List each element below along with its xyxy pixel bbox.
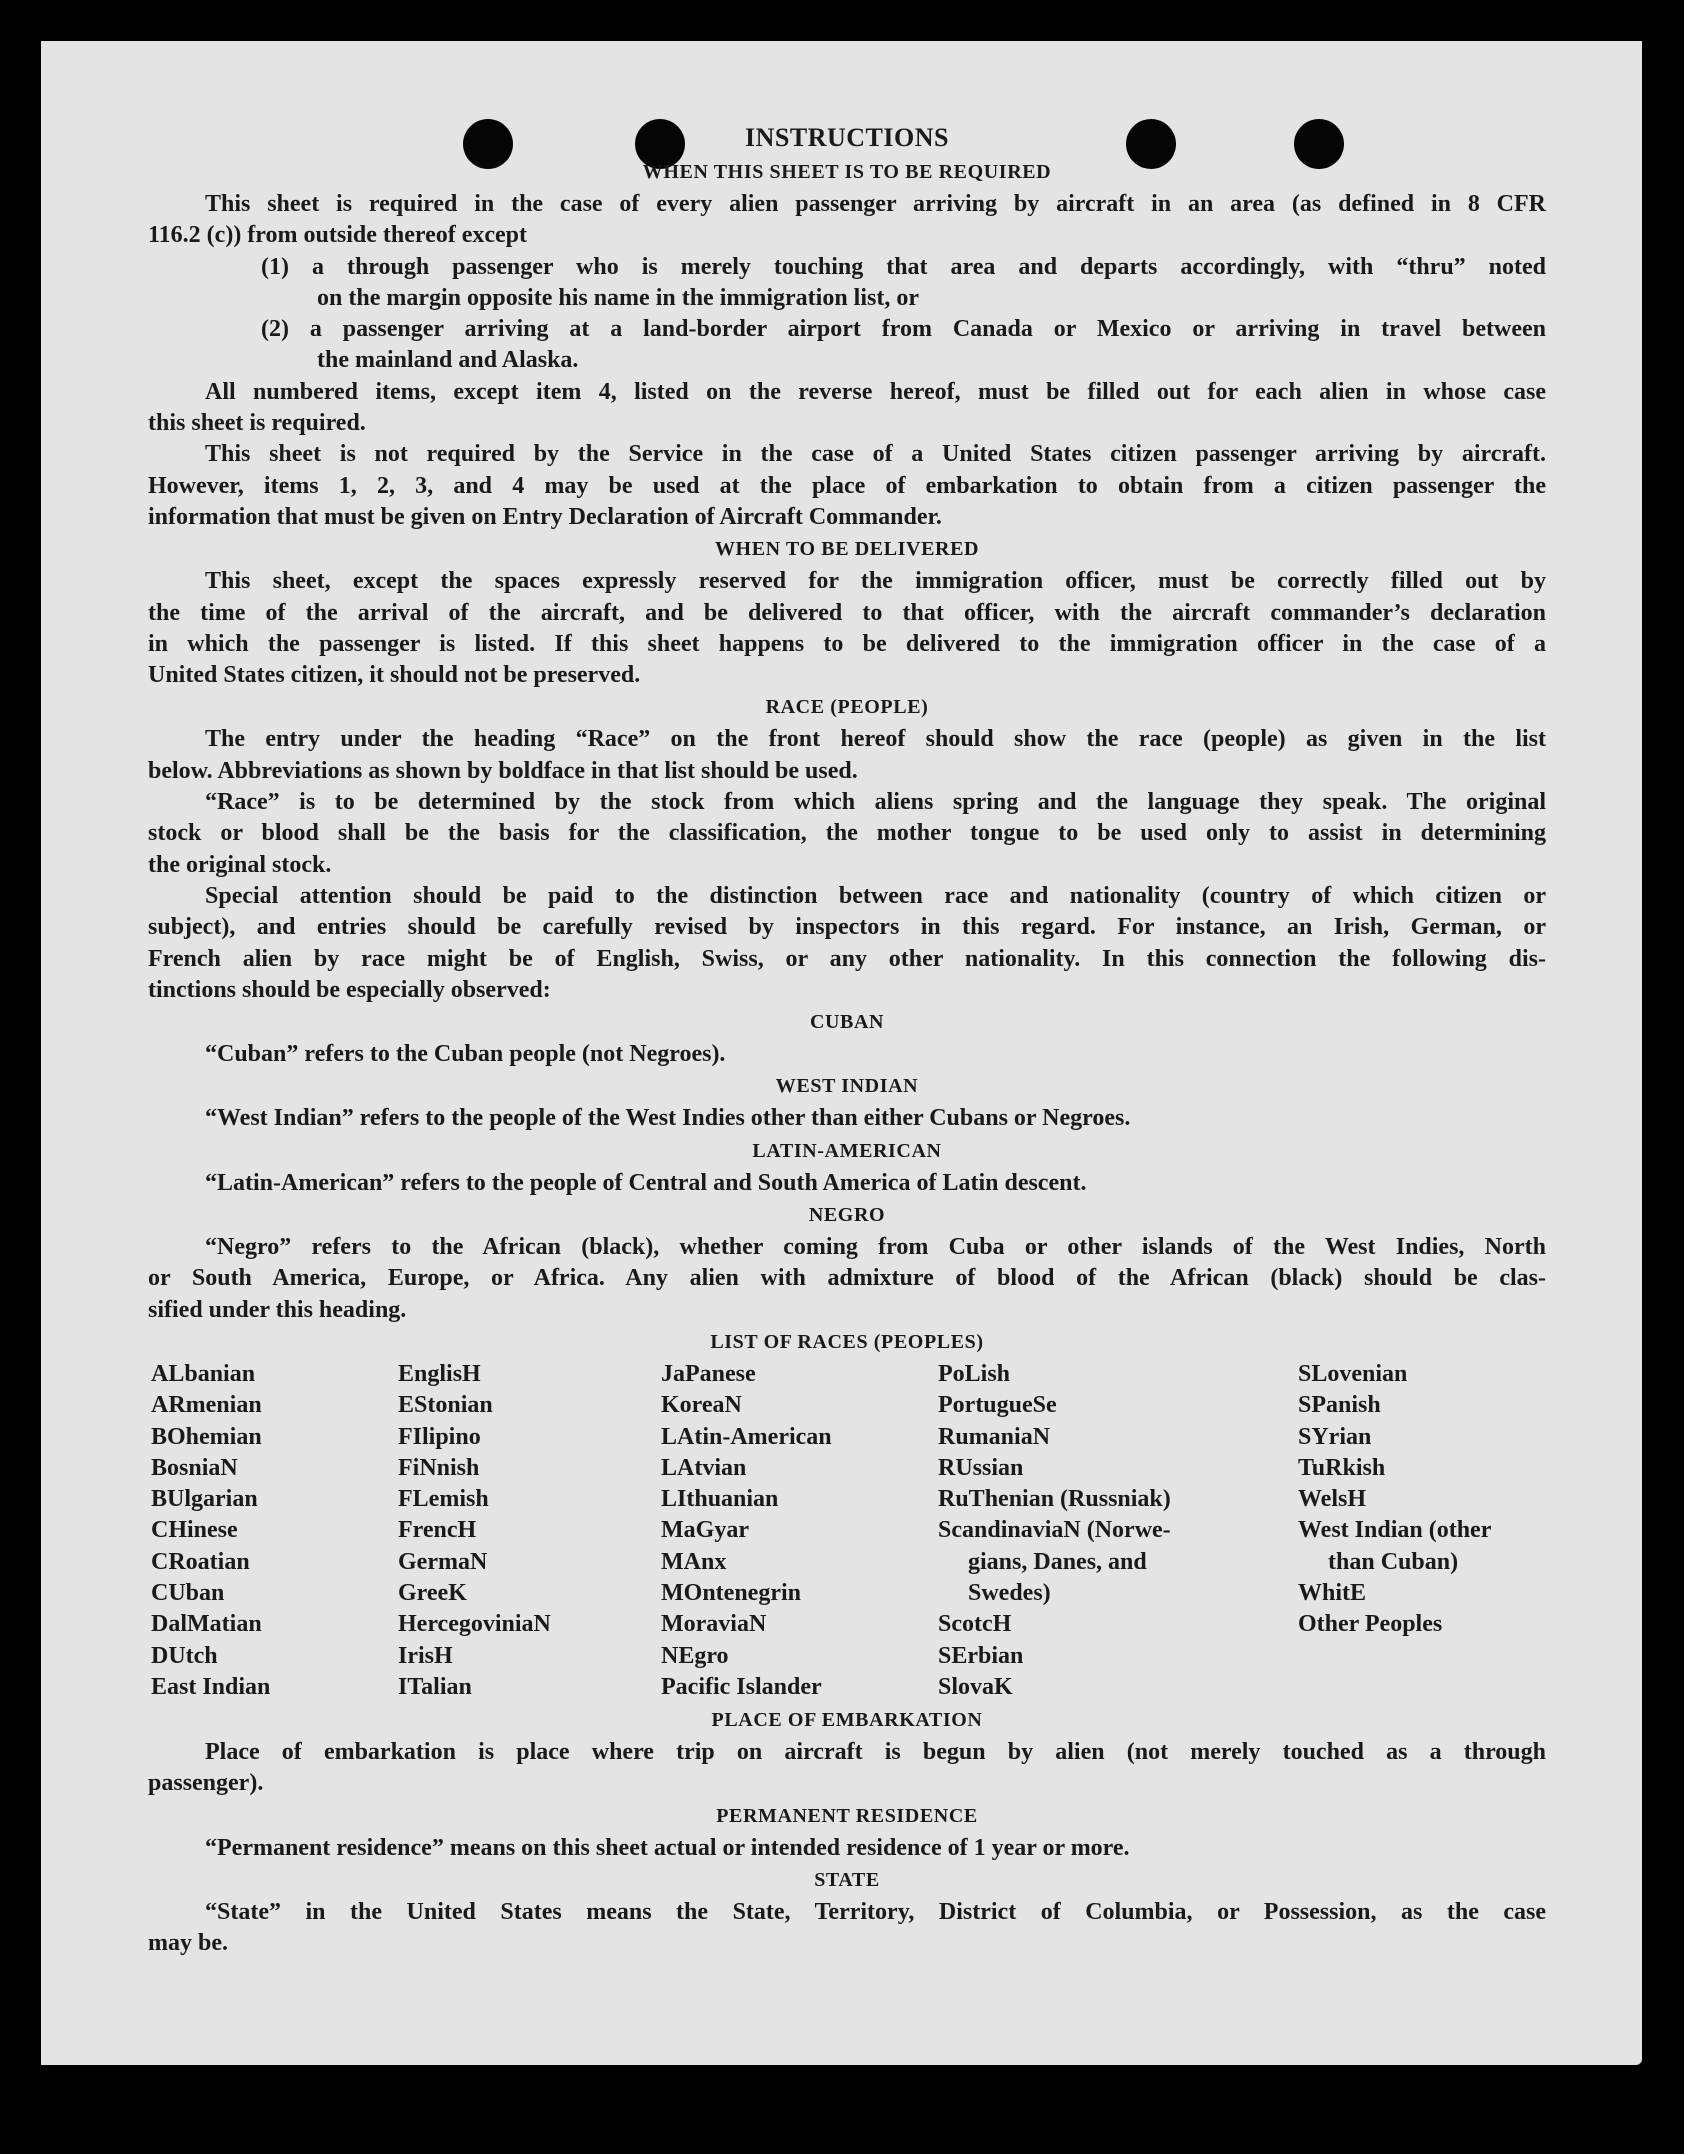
text-line: Special attention should be paid to the distinction between race and nationality (country of which citizen or (205, 882, 1546, 909)
numbered-item (148, 252, 1546, 315)
text-line: on the margin opposite his name in the immigration list, or (317, 284, 920, 311)
section-heading: LIST OF RACES (PEOPLES) (710, 1330, 984, 1353)
text-line: in which the passenger is listed. If this sheet happens to be delivered to the immigration officer in the case of a (148, 630, 1546, 657)
race-entry: West Indian (other (1298, 1517, 1492, 1544)
race-entry: DalMatian (151, 1611, 262, 1638)
race-entry: Other Peoples (1298, 1611, 1443, 1638)
text-line: This sheet is not required by the Service in the case of a United States citizen passenger arriving by aircraft. (205, 441, 1546, 468)
race-entry: PortugueSe (938, 1392, 1057, 1419)
text-line: passenger). (148, 1770, 264, 1797)
race-entry: ARmenian (151, 1392, 262, 1419)
race-entry: FIlipino (398, 1423, 481, 1450)
text-line: the time of the arrival of the aircraft, and be delivered to that officer, with the aircraft commander’s declaration (148, 599, 1546, 626)
race-entry: gians, Danes, and (968, 1548, 1147, 1575)
text-line: “Latin-American” refers to the people of Central and South America of Latin descent. (205, 1169, 1087, 1196)
text-line: this sheet is required. (148, 410, 366, 437)
text-line: French alien by race might be of English, Swiss, or any other nationality. In this connection the following dis- (148, 945, 1546, 972)
race-column (661, 1359, 832, 1703)
page-title: INSTRUCTIONS (745, 123, 949, 152)
race-entry: SLovenian (1298, 1360, 1408, 1387)
text-line: The entry under the heading “Race” on the front hereof should show the race (people) as given in the list (205, 726, 1546, 753)
section-heading: PLACE OF EMBARKATION (711, 1708, 983, 1731)
numbered-item (148, 314, 1546, 377)
paragraph (148, 1103, 1546, 1134)
race-entry: EnglisH (398, 1360, 481, 1387)
text-line: United States citizen, it should not be preserved. (148, 662, 641, 689)
paragraph (148, 881, 1546, 1006)
text-line: This sheet, except the spaces expressly reserved for the immigration officer, must be correctly filled out by (205, 568, 1546, 595)
race-entry: SlovaK (938, 1673, 1013, 1700)
section-heading: WHEN THIS SHEET IS TO BE REQUIRED (642, 161, 1052, 183)
race-entry: LIthuanian (661, 1486, 779, 1513)
text-line: may be. (148, 1930, 228, 1957)
race-entry: Swedes) (968, 1579, 1051, 1606)
race-entry: NEgro (661, 1642, 729, 1669)
race-entry: RUssian (938, 1454, 1024, 1481)
race-entry: EStonian (398, 1392, 493, 1419)
text-line: “Negro” refers to the African (black), whether coming from Cuba or other islands of the West Indies, North (205, 1234, 1546, 1261)
paragraph (148, 724, 1546, 787)
race-entry: SErbian (938, 1642, 1024, 1669)
race-entry: ScotcH (938, 1611, 1012, 1638)
paragraph (148, 377, 1546, 440)
paragraph (148, 787, 1546, 881)
race-entry: FrencH (398, 1517, 477, 1544)
race-entry: WhitE (1298, 1579, 1367, 1606)
text-line: below. Abbreviations as shown by boldface in that list should be used. (148, 757, 858, 784)
text-line: “Race” is to be determined by the stock from which aliens spring and the language they speak. The original (205, 789, 1546, 816)
text-line: All numbered items, except item 4, listed on the reverse hereof, must be filled out for each alien in whose case (205, 378, 1546, 405)
race-list (148, 1359, 1546, 1704)
text-line: “West Indian” refers to the people of the West Indies other than either Cubans or Negroes. (205, 1105, 1131, 1132)
race-entry: FLemish (398, 1486, 489, 1513)
race-entry: MOntenegrin (661, 1579, 801, 1606)
text-line: tinctions should be especially observed: (148, 976, 551, 1003)
section-heading: NEGRO (808, 1204, 886, 1227)
section-heading: LATIN-AMERICAN (752, 1139, 942, 1162)
text-line: Place of embarkation is place where trip on aircraft is begun by alien (not merely touched as a through (205, 1738, 1546, 1765)
race-entry: ScandinaviaN (Norwe- (938, 1517, 1171, 1544)
race-entry: MaGyar (661, 1517, 749, 1544)
text-line: information that must be given on Entry Declaration of Aircraft Commander. (148, 503, 942, 530)
race-entry: CHinese (151, 1517, 238, 1544)
race-entry: MoraviaN (661, 1611, 767, 1638)
race-entry: than Cuban) (1328, 1548, 1459, 1575)
text-line: This sheet is required in the case of every alien passenger arriving by aircraft in an area (as defined in 8 CFR (205, 191, 1546, 217)
race-entry: JaPanese (661, 1360, 756, 1387)
race-entry: BosniaN (151, 1454, 238, 1481)
paragraph (148, 1039, 1546, 1070)
race-column (1298, 1359, 1491, 1641)
section-heading: WHEN TO BE DELIVERED (714, 538, 980, 561)
text-line: 116.2 (c)) from outside thereof except (148, 222, 528, 249)
text-line: stock or blood shall be the basis for the classification, the mother tongue to be used only to assist in determining (148, 820, 1546, 847)
race-entry: TuRkish (1298, 1454, 1386, 1481)
text-line: subject), and entries should be carefully revised by inspectors in this regard. For instance, an Irish, German, or (148, 914, 1546, 941)
text-line: However, items 1, 2, 3, and 4 may be used at the place of embarkation to obtain from a citizen passenger the (148, 472, 1546, 499)
race-entry: GreeK (398, 1579, 467, 1606)
paragraph (148, 1168, 1546, 1199)
race-entry: MAnx (661, 1548, 727, 1575)
race-entry: GermaN (398, 1548, 488, 1575)
section-heading: PERMANENT RESIDENCE (716, 1804, 978, 1827)
race-entry: PoLish (938, 1360, 1011, 1387)
text-line: “State” in the United States means the State, Territory, District of Columbia, or Possession, as the case (205, 1898, 1546, 1925)
paragraph (148, 439, 1546, 533)
race-entry: East Indian (151, 1673, 271, 1700)
paragraph (148, 189, 1546, 252)
race-entry: RumaniaN (938, 1423, 1051, 1450)
text-line: sified under this heading. (148, 1296, 407, 1323)
race-entry: WelsH (1298, 1486, 1367, 1513)
text-line: “Permanent residence” means on this sheet actual or intended residence of 1 year or more. (205, 1834, 1130, 1861)
paragraph (148, 566, 1546, 691)
text-line: (2) a passenger arriving at a land-border airport from Canada or Mexico or arriving in travel between (261, 316, 1546, 343)
text-line: (1) a through passenger who is merely touching that area and departs accordingly, with “thru” noted (261, 253, 1546, 280)
race-entry: CUban (151, 1579, 225, 1606)
race-entry: LAtin-American (661, 1423, 832, 1450)
race-entry: DUtch (151, 1642, 218, 1669)
race-entry: IrisH (398, 1642, 453, 1669)
race-entry: ITalian (398, 1673, 472, 1700)
paragraph (148, 1232, 1546, 1326)
race-entry: SYrian (1298, 1423, 1372, 1450)
race-entry: ALbanian (151, 1360, 256, 1387)
section-heading: STATE (814, 1868, 880, 1891)
section-heading: WEST INDIAN (775, 1075, 919, 1098)
race-entry: BOhemian (151, 1423, 262, 1450)
text-line: “Cuban” refers to the Cuban people (not Negroes). (205, 1041, 726, 1068)
section-heading: CUBAN (809, 1011, 885, 1034)
text-line: the original stock. (148, 851, 332, 878)
race-entry: BUlgarian (151, 1486, 258, 1513)
paragraph (148, 1737, 1546, 1800)
race-entry: FiNnish (398, 1454, 480, 1481)
paragraph (148, 1897, 1546, 1960)
race-entry: SPanish (1298, 1392, 1381, 1419)
text-line: or South America, Europe, or Africa. Any alien with admixture of blood of the African (black) should be clas- (148, 1265, 1546, 1292)
paragraph (148, 1833, 1546, 1864)
race-column (151, 1359, 270, 1703)
race-column (398, 1359, 551, 1703)
race-entry: RuThenian (Russniak) (938, 1486, 1171, 1513)
race-entry: CRoatian (151, 1548, 250, 1575)
instructions-content (148, 120, 1546, 1959)
text-line: the mainland and Alaska. (317, 347, 579, 374)
race-entry: KoreaN (661, 1392, 742, 1419)
race-column (938, 1359, 1171, 1703)
race-entry: LAtvian (661, 1454, 747, 1481)
race-entry: HercegoviniaN (398, 1611, 551, 1638)
race-entry: Pacific Islander (661, 1673, 822, 1700)
section-heading: RACE (PEOPLE) (765, 696, 929, 719)
